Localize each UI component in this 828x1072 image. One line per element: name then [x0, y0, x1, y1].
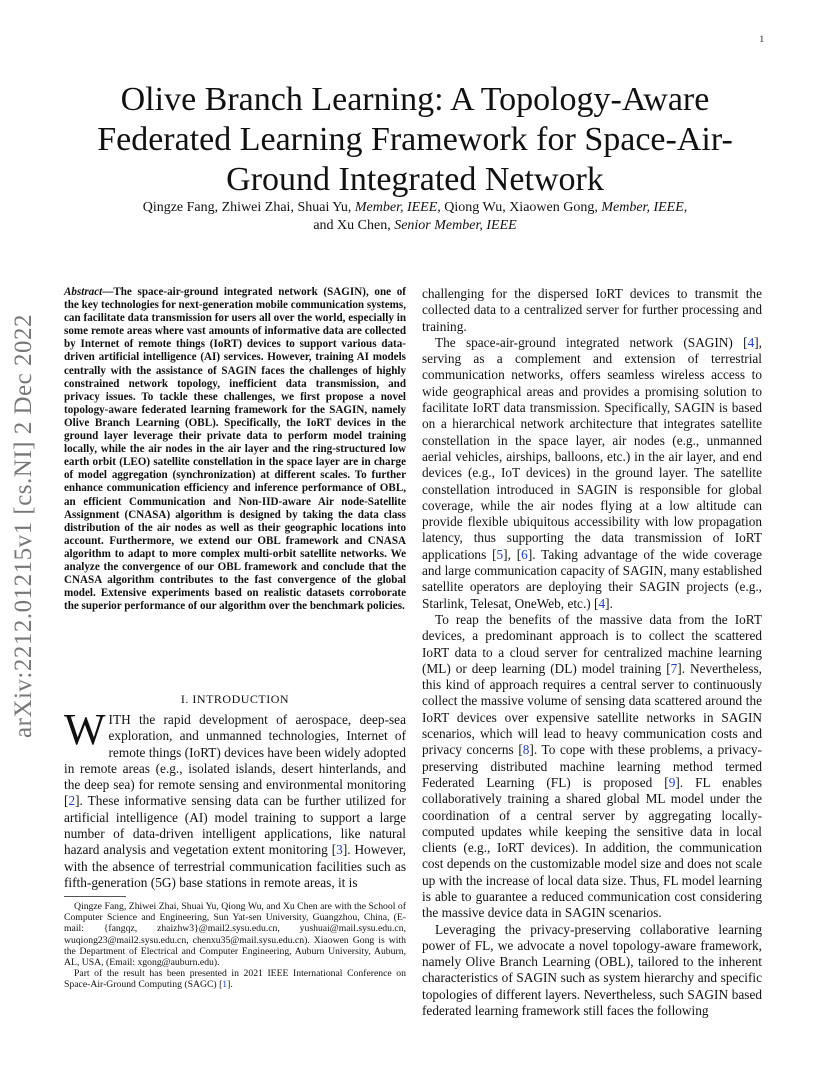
citation-link[interactable]: [ 5 ]	[492, 547, 508, 562]
authors-part2: Qiong Wu, Xiaowen Gong,	[440, 200, 602, 215]
text: . FL enables collaboratively training a shared global ML model under the coordination of a central server by aggregating locally-computed updates while keeping the sensitive data in local clients (e.g., IoRT devices). In addition, the communication cost depends on the customizable model size and does not scale up with the increase of local data size. Thus, FL model learning is able to guarantee a reduced communication cost considering the massive device data in SAGIN scenarios.	[422, 774, 762, 921]
citation-link[interactable]: [ 1 ]	[219, 979, 230, 990]
right-column	[422, 286, 762, 1019]
citation-link[interactable]: [ 9 ]	[664, 775, 680, 790]
authors-part3: and Xu Chen,	[313, 218, 395, 233]
authors-role2: Member, IEEE,	[601, 200, 688, 215]
intro-text-2: . These informative sensing data can be further utilized for artificial intelligence (AI) model training to support a large number of data-driven intelligent applications, like natural hazard analysis and vegetation extent monitoring	[64, 793, 406, 858]
text: The space-air-ground integrated network (SAGIN)	[435, 334, 744, 350]
citation-link[interactable]: [ 2 ]	[64, 793, 80, 808]
text: . To cope with these problems, a privacy-preserving distributed machine learning method termed Federated Learning (FL) is proposed	[422, 742, 762, 790]
footnote-affiliations: Qingze Fang, Zhiwei Zhai, Shuai Yu, Qiong Wu, and Xu Chen are with the School of Computer Science and Engineering, Sun Yat-sen University, Guangzhou, China, (E-mail: {fangqz, zhaizhw3}@mail2.sysu.edu.cn, yushuai@mail.sysu.edu.cn, wuqiong23@mail2.sysu.edu.cn, chenxu35@mail.sysu.edu.cn). Xiaowen Gong is with the Department of Electrical and Computer Engineering, Auburn University, Auburn, AL, USA, (Email: xgong@auburn.edu).	[64, 901, 406, 969]
arxiv-stamp-text: arXiv:2212.01215v1 [cs.NI] 2 Dec 2022	[10, 314, 37, 738]
footnote-conference	[64, 968, 406, 990]
abstract-label: Abstract	[64, 286, 103, 298]
footnote-divider	[64, 896, 126, 897]
text: . Nevertheless, this kind of approach requires a central server to continuously collect the massive volume of sensing data scattered around the IoRT devices over expensive satellite networks in SAGIN scenarios, which will lead to heavy communication costs and privacy concerns	[422, 660, 762, 758]
drop-cap: W	[64, 705, 106, 754]
text: .	[609, 595, 613, 611]
author-list	[80, 199, 750, 235]
text: To reap the benefits of the massive data from the IoRT devices, a predominant approach is to collect the scattered IoRT data to a cloud server for centralized machine learning (ML) or deep learning (DL) model training	[422, 611, 762, 676]
citation-link[interactable]: [ 4 ]	[743, 335, 759, 350]
right-paragraph-0: challenging for the dispersed IoRT devices to transmit the collected data to a centralized server for further processing and training.	[422, 286, 762, 334]
section-heading-introduction: I. INTRODUCTION	[180, 692, 290, 706]
text: . Taking advantage of the wide coverage and large communication capacity of SAGIN, many established satellite operators are deploying their SAGIN projects (e.g., Starlink, Telesat, OneWeb, etc.)	[422, 546, 762, 611]
citation-link[interactable]: [ 3 ]	[332, 842, 348, 857]
intro-text-3: . However, with the absence of terrestrial communication facilities such as fifth-generation (5G) base stations in remote areas, it is	[64, 842, 406, 890]
citation-link[interactable]: [ 4 ]	[594, 596, 610, 611]
right-paragraph-3: Leveraging the privacy-preserving collaborative learning power of FL, we advocate a novel topology-aware framework, namely Olive Branch Learning (OBL), tailored to the inherent characteristics of SAGIN such as system hierarchy and specific topologies of different layers. Nevertheless, such SAGIN based federated learning framework still faces the following	[422, 921, 762, 1019]
arxiv-stamp	[4, 296, 44, 756]
footnote-conference-text: Part of the result has been presented in 2021 IEEE International Conference on Space-Air-Ground Computing (SAGC)	[64, 968, 406, 991]
abstract-text: —The space-air-ground integrated network (SAGIN), one of the key technologies for next-generation mobile communication systems, can facilitate data transmission for users all over the world, especially in some remote areas where vast amounts of informative data are collected by Internet of remote things (IoRT) devices to support various data-driven artificial intelligence (AI) services. However, training AI models centrally with the assistance of SAGIN faces the challenges of highly constrained network topology, inefficient data transmission, and privacy issues. To tackle these challenges, we first propose a novel topology-aware federated learning framework for the SAGIN, namely Olive Branch Learning (OBL). Specifically, the IoRT devices in the ground layer leverage their private data to perform model training locally, while the air nodes in the air layer and the ring-structured low earth orbit (LEO) satellite constellation in the space layer are in charge of model aggregation (synchronization) at different scales. To further enhance communication efficiency and inference performance of OBL, an efficient Communication and Non-IID-aware Air node-Satellite Assignment (CNASA) algorithm is designed by taking the data class distribution of the air nodes as well as their geographic locations into account. Furthermore, we extend our OBL framework and CNASA algorithm to adapt to more complex multi-orbit satellite networks. We analyze the convergence of our OBL framework and conclude that the CNASA algorithm contributes to the fast convergence of the global model. Extensive experiments based on realistic datasets corroborate the superior performance of our algorithm over the benchmark policies.	[64, 286, 406, 613]
paper-title: Olive Branch Learning: A Topology-Aware Federated Learning Framework for Space-Air-Ground Integrated Network	[97, 81, 733, 198]
citation-link[interactable]: [ 8 ]	[518, 742, 534, 757]
authors-part1: Qingze Fang, Zhiwei Zhai, Shuai Yu,	[142, 200, 355, 215]
citation-link[interactable]: [ 7 ]	[666, 661, 682, 676]
footnotes	[64, 901, 406, 991]
text: ,	[507, 546, 517, 562]
intro-text-1: ITH the rapid development of aerospace, deep-sea exploration, and unmanned technologies, Internet of remote things (IoRT) devices have been widely adopted in remote areas (e.g., isolated islands, desert hinterlands, and the deep sea) for remote sensing and environmental monitoring	[64, 712, 406, 793]
authors-role3: Senior Member, IEEE	[394, 218, 517, 233]
right-paragraph-1	[422, 335, 762, 612]
right-paragraph-2	[422, 612, 762, 922]
intro-paragraph	[64, 705, 406, 891]
citation-link[interactable]: [ 6 ]	[517, 547, 533, 562]
abstract	[64, 286, 406, 613]
footnote-end: .	[230, 979, 233, 991]
text: , serving as a complement and extension of terrestrial communication networks, offers seamless wireless access to wide geographical areas and provides a promising solution to facilitate IoRT data transmission. Specifically, SAGIN is based on a hierarchical network architecture that integrates satellite constellation in the space layer, air nodes (e.g., unmanned aerial vehicles, airships, balloons, etc.) in the air layer, and end devices (e.g., IoT devices) in the ground layer. The satellite constellation introduced in SAGIN is responsible for global coverage, while the air nodes flying at a low altitude can provide flexible ubiquitous accessibility with low propagation latency, thus supporting the data transmission of IoRT applications	[422, 334, 762, 562]
authors-role1: Member, IEEE,	[354, 200, 441, 215]
page-number: 1	[759, 34, 764, 44]
